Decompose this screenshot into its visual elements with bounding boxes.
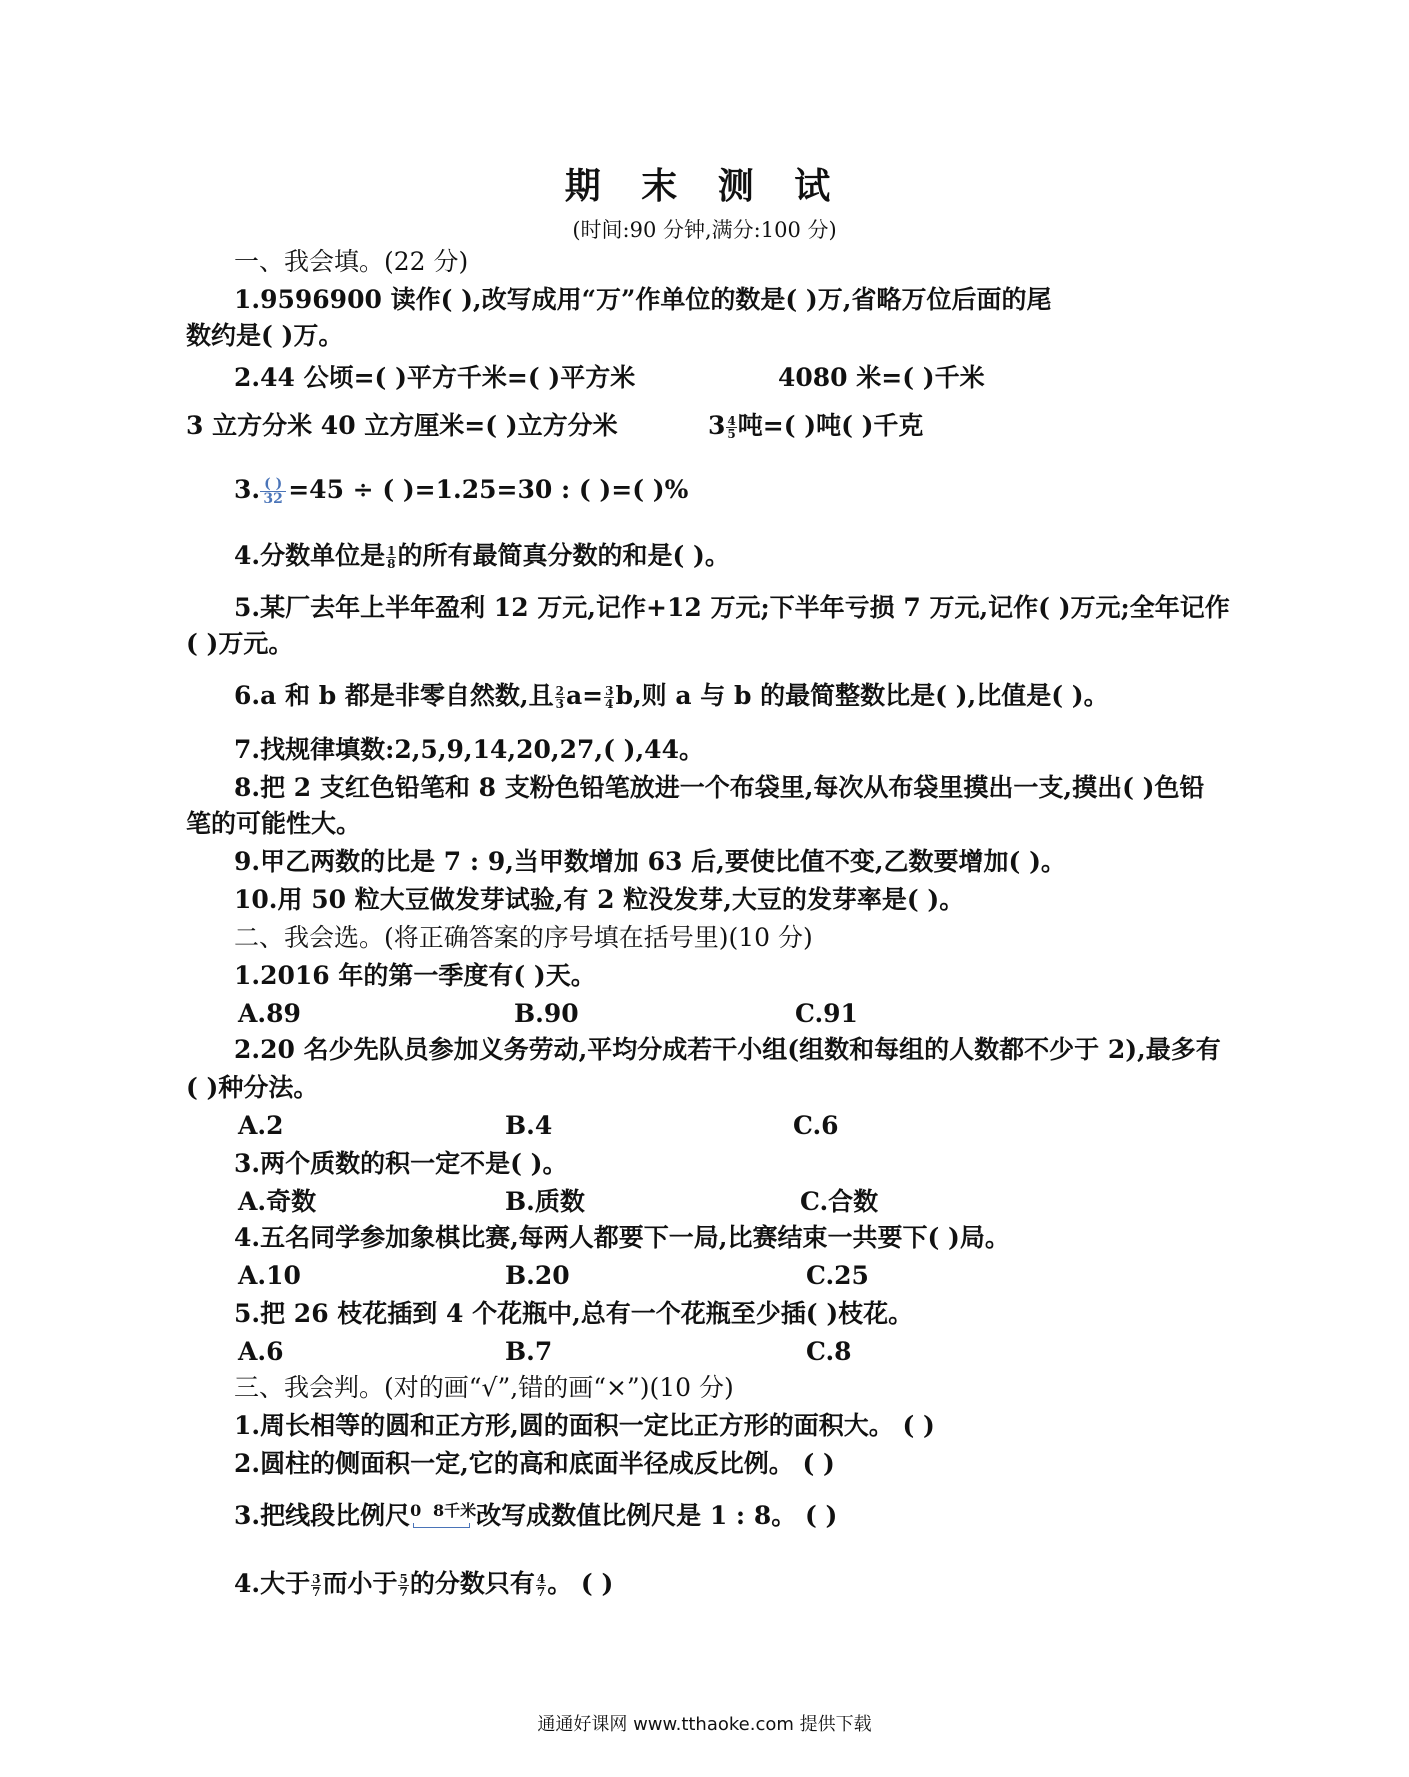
exam-info: (时间:90 分钟,满分:100 分) <box>572 218 837 242</box>
question-1-2-part-2: 4080 米=( )千米 <box>778 363 985 392</box>
option-c: C.8 <box>806 1337 852 1366</box>
page-title: 期 末 测 试 <box>564 166 845 207</box>
option-a: A.6 <box>238 1337 284 1366</box>
fraction: $\frac{1}{8}$ <box>387 544 396 571</box>
question-3-4: 4.大于 $\frac{3}{7}$ 而小于 $\frac{5}{7}$ 的分数只有 $\frac{4}{7}$ 。 ( ) <box>234 1569 614 1599</box>
question-2-2-line-2: ( )种分法。 <box>186 1073 319 1102</box>
option-b: B.4 <box>505 1111 553 1140</box>
question-1-9: 9.甲乙两数的比是 7 : 9,当甲数增加 63 后,要使比值不变,乙数要增加( )。 <box>234 847 1066 876</box>
fraction: $\frac{5}{7}$ <box>399 1572 408 1599</box>
option-a: A.10 <box>238 1261 301 1290</box>
question-1-4: 4.分数单位是 $\frac{1}{8}$ 的所有最简真分数的和是( )。 <box>234 541 730 571</box>
question-1-1-line-2: 数约是( )万。 <box>186 321 344 350</box>
mixed-number-whole: 3 <box>708 411 726 440</box>
question-2-1: 1.2016 年的第一季度有( )天。 <box>234 961 596 990</box>
question-1-2-part-4: 3 $\frac{4}{5}$ 吨=( )吨( )千克 <box>708 411 924 441</box>
section-heading-fill: 一、我会填。(22 分) <box>234 247 469 276</box>
option-b: B.90 <box>514 999 579 1028</box>
section-heading-choose: 二、我会选。(将正确答案的序号填在括号里)(10 分) <box>234 923 813 952</box>
blank-fraction[interactable]: $\frac{( )}{32}$ <box>260 477 286 506</box>
question-1-8-line-1: 8.把 2 支红色铅笔和 8 支粉色铅笔放进一个布袋里,每次从布袋里摸出一支,摸出( )色铅 <box>234 773 1205 802</box>
question-1-5-line-2: ( )万元。 <box>186 629 294 658</box>
question-3-3: 3.把线段比例尺 0 8千米 改写成数值比例尺是 1 : 8。 ( ) <box>234 1500 837 1533</box>
question-1-6: 6.a 和 b 都是非零自然数,且 $\frac{2}{3}$ a= $\frac{3}{4}$ b,则 a 与 b 的最简整数比是( ),比值是( )。 <box>234 681 1109 711</box>
question-3-2: 2.圆柱的侧面积一定,它的高和底面半径成反比例。 ( ) <box>234 1449 835 1478</box>
fraction: $\frac{4}{5}$ <box>727 414 736 441</box>
question-2-4: 4.五名同学参加象棋比赛,每两人都要下一局,比赛结束一共要下( )局。 <box>234 1223 1010 1252</box>
fraction: $\frac{4}{7}$ <box>536 1572 546 1599</box>
question-1-7: 7.找规律填数:2,5,9,14,20,27,( ),44。 <box>234 735 704 764</box>
question-1-1-line-1: 1.9596900 读作( ),改写成用“万”作单位的数是( )万,省略万位后面的尾 <box>234 285 1052 314</box>
question-1-3: 3. $\frac{( )}{32}$ =45 ÷ ( )=1.25=30 : ( )=( )% <box>234 475 689 507</box>
question-1-2-part-3: 3 立方分米 40 立方厘米=( )立方分米 <box>186 411 618 440</box>
fraction: $\frac{3}{7}$ <box>312 1572 321 1599</box>
question-3-1: 1.周长相等的圆和正方形,圆的面积一定比正方形的面积大。 ( ) <box>234 1411 935 1440</box>
option-c: C.合数 <box>800 1187 879 1216</box>
question-1-8-line-2: 笔的可能性大。 <box>186 809 362 838</box>
question-1-5-line-1: 5.某厂去年上半年盈利 12 万元,记作+12 万元;下半年亏损 7 万元,记作( )万元;全年记作 <box>234 593 1230 622</box>
question-1-2-part-1: 2.44 公顷=( )平方千米=( )平方米 <box>234 363 636 392</box>
option-b: B.7 <box>505 1337 553 1366</box>
fraction: $\frac{2}{3}$ <box>555 684 564 711</box>
option-a: A.2 <box>238 1111 284 1140</box>
page-footer: 通通好课网 www.tthaoke.com 提供下载 <box>537 1714 872 1735</box>
option-c: C.25 <box>806 1261 869 1290</box>
line-scale-ruler: 0 8千米 <box>410 1503 476 1533</box>
fraction: $\frac{3}{4}$ <box>605 684 614 711</box>
option-a: A.奇数 <box>238 1187 317 1216</box>
question-1-10: 10.用 50 粒大豆做发芽试验,有 2 粒没发芽,大豆的发芽率是( )。 <box>234 885 965 914</box>
option-c: C.91 <box>795 999 858 1028</box>
option-b: B.20 <box>505 1261 570 1290</box>
option-b: B.质数 <box>505 1187 585 1216</box>
question-2-2-line-1: 2.20 名少先队员参加义务劳动,平均分成若干小组(组数和每组的人数都不少于 2),最多有 <box>234 1035 1221 1064</box>
section-heading-judge: 三、我会判。(对的画“√”,错的画“×”)(10 分) <box>234 1373 734 1402</box>
question-2-5: 5.把 26 枝花插到 4 个花瓶中,总有一个花瓶至少插( )枝花。 <box>234 1299 914 1328</box>
option-c: C.6 <box>793 1111 839 1140</box>
question-2-3: 3.两个质数的积一定不是( )。 <box>234 1149 568 1178</box>
option-a: A.89 <box>238 999 301 1028</box>
